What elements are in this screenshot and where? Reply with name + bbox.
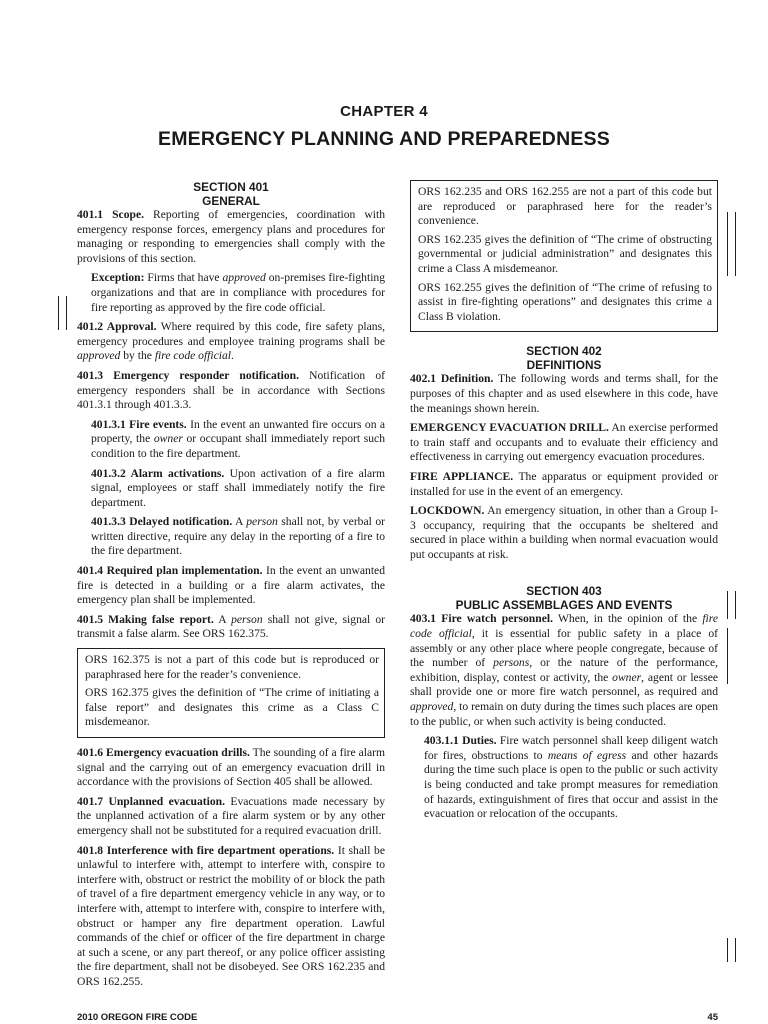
note-text: ORS 162.375 gives the definition of “The crime of initiating a false report” and designates this crime as a Class C misdemeanor. — [85, 686, 379, 729]
paragraph-401-8 — [77, 844, 385, 990]
paragraph-text: The sounding of a fire alarm signal and the carrying out of an emergency evacuation drill in accordance with the provisions of Section 405 shall be allowed. — [77, 746, 385, 789]
page-number: 45 — [707, 1012, 718, 1023]
paragraph-text: It shall be unlawful to interfere with, attempt to interfere with, conspire to interfere with, obstruct or restrict the mobility of or block the path of travel of a fire department emergency vehicle in any way, or to interfere with, attempt to interfere with, conspire to interfere with, obstruct or hamper any fire department operation. Lawful commands of the chief or officer of the fire department in charge at such a scene, or any part thereof, or any police officer assisting the fire department, shall not be disobeyed. See ORS 162.235 and ORS 162.255. — [77, 843, 385, 988]
italic-term: fire code official — [410, 612, 718, 641]
paragraph-heading: 401.3.3 Delayed notification. — [91, 515, 233, 529]
note-text: ORS 162.255 gives the definition of “The crime of refusing to assist in fire-fighting operations” and designates this crime a Class B violation. — [418, 280, 712, 323]
section-number: SECTION 401 — [193, 180, 269, 194]
note-text: ORS 162.375 is not a part of this code but is reproduced or paraphrased here for the reader’s convenience. — [85, 653, 379, 681]
paragraph-text: A — [218, 612, 232, 626]
revision-bar — [727, 212, 728, 276]
paragraph-text: In the event an unwanted fire is detected in a building or a fire alarm activates, the emergency plan shall be implemented. — [77, 564, 385, 607]
paragraph-heading: 402.1 Definition. — [410, 372, 494, 386]
paragraph-text: , it is essential for public safety in a place of assembly or any other place where people congregate, because of the number of — [410, 627, 718, 670]
paragraph-401-3-1 — [91, 418, 385, 462]
exception-text: Firms that have — [147, 271, 223, 285]
italic-term: persons — [493, 656, 530, 670]
paragraph-text: Notification of emergency responders shall be in accordance with Sections 401.3.1 through 401.3.3. — [77, 368, 385, 412]
paragraph-text: When, in the opinion of the — [557, 612, 703, 626]
paragraph-text: Evacuations made necessary by the unplanned activation of a fire alarm system or by any other emergency shall not be substituted for a required evacuation drill. — [77, 794, 385, 837]
section-title: GENERAL — [202, 194, 260, 208]
paragraph-text: Fire watch personnel shall keep diligent watch for fires, obstructions to — [424, 734, 718, 762]
paragraph-heading: 401.8 Interference with fire department operations. — [77, 843, 335, 857]
ors-note-box-2 — [410, 180, 718, 332]
section-401-heading — [77, 180, 385, 208]
italic-term: fire code official — [154, 349, 232, 363]
definition-text: The apparatus or equipment provided or installed for use in the event of an emergency. — [410, 469, 718, 498]
paragraph-401-7 — [77, 795, 385, 839]
right-column — [410, 180, 718, 827]
paragraph-heading: 403.1 Fire watch personnel. — [410, 612, 553, 626]
paragraph-text: . — [231, 349, 234, 363]
note-text: ORS 162.235 and ORS 162.255 are not a part of this code but are reproduced or paraphrased here for the reader’s convenience. — [418, 185, 712, 228]
revision-bar — [58, 296, 59, 330]
definition-lockdown — [410, 504, 718, 562]
italic-term: owner — [153, 432, 183, 446]
ors-note-box-1 — [77, 648, 385, 738]
definition-term: EMERGENCY EVACUATION DRILL. — [410, 421, 609, 435]
paragraph-text: , or the nature of the performance, exhibition, display, contest or activity, the — [410, 656, 718, 684]
revision-bar — [727, 591, 728, 619]
paragraph-heading: 401.7 Unplanned evacuation. — [77, 794, 225, 808]
definition-text: An emergency situation, in other than a Group I-3 occupancy, requiring that the occupants be sheltered and secured in place within a building when normal evacuation would put occupants at risk. — [410, 504, 718, 561]
paragraph-text: , agent or lessee shall provide one or more fire watch personnel, as required and — [410, 670, 718, 699]
paragraph-text: , to remain on duty during the times such places are open to the public, or when such activity is being conducted. — [410, 700, 719, 728]
paragraph-401-6 — [77, 746, 385, 790]
paragraph-text: A — [235, 515, 247, 529]
revision-bar — [727, 938, 728, 962]
italic-term: person — [231, 612, 263, 626]
revision-bar — [66, 296, 67, 330]
paragraph-403-1-1 — [424, 734, 718, 822]
paragraph-heading: 401.6 Emergency evacuation drills. — [77, 746, 250, 759]
definition-text: An exercise performed to train staff and occupants and to evaluate their efficiency and effectiveness in carrying out emergency evacuation procedures. — [410, 421, 719, 464]
paragraph-heading: 401.1 Scope. — [77, 208, 144, 221]
paragraph-text: The following words and terms shall, for the purposes of this chapter and as used elsewhere in this code, have the meanings shown herein. — [410, 372, 718, 415]
paragraph-heading: 401.5 Making false report. — [77, 612, 214, 626]
section-number: SECTION 403 — [526, 584, 602, 599]
paragraph-text: Reporting of emergencies, coordination with emergency response forces, emergency plans and procedures for managing or responding to emergencies shall comply with the provisions of this section. — [77, 208, 385, 265]
exception-401-1 — [91, 271, 385, 315]
definition-fire-appliance — [410, 470, 718, 499]
paragraph-heading: 401.3.1 Fire events. — [91, 417, 187, 431]
paragraph-text: In the event an unwanted fire occurs on a property, the — [91, 417, 386, 446]
footer-left: 2010 OREGON FIRE CODE — [77, 1012, 198, 1023]
italic-term: owner — [612, 670, 642, 684]
paragraph-text: by the — [120, 349, 155, 363]
left-column — [77, 180, 385, 995]
revision-bar — [727, 628, 728, 684]
paragraph-heading: 401.2 Approval. — [77, 320, 157, 334]
paragraph-403-1 — [410, 612, 718, 729]
revision-bar — [735, 591, 736, 619]
definition-emergency-evacuation-drill — [410, 421, 718, 465]
paragraph-401-1 — [77, 208, 385, 266]
italic-term: approved — [222, 271, 266, 285]
paragraph-text: shall not give, signal or transmit a false alarm. See ORS 162.375. — [77, 612, 385, 641]
paragraph-text: Where required by this code, fire safety plans, emergency procedures and employee training programs shall be — [77, 320, 385, 348]
paragraph-401-3 — [77, 369, 385, 413]
paragraph-401-3-3 — [91, 515, 385, 559]
definition-term: LOCKDOWN. — [410, 504, 485, 518]
exception-heading: Exception: — [91, 271, 145, 285]
paragraph-402-1 — [410, 372, 718, 416]
revision-bar — [735, 938, 736, 962]
note-text: ORS 162.235 gives the definition of “The crime of obstructing governmental or judicial administration” and designates this crime a Class A misdemeanor. — [418, 232, 712, 275]
paragraph-heading: 401.3 Emergency responder notification. — [77, 368, 299, 382]
italic-term: person — [246, 515, 278, 529]
paragraph-401-2 — [77, 320, 385, 364]
section-title: PUBLIC ASSEMBLAGES AND EVENTS — [455, 598, 673, 613]
section-403-heading — [410, 584, 718, 612]
paragraph-text: or occupant shall immediately report such condition to the fire department. — [91, 432, 385, 460]
section-402-heading — [410, 344, 718, 372]
italic-term: approved — [77, 349, 121, 363]
definition-term: FIRE APPLIANCE. — [410, 469, 514, 483]
paragraph-text: and other hazards during the time such place is open to the public or such activity is being conducted and take prompt measures for remediation of hazards, extinguishment of fires that occur and assist in the evacuation or relocation of the occupants. — [424, 748, 718, 821]
chapter-title: EMERGENCY PLANNING AND PREPAREDNESS — [158, 128, 610, 150]
paragraph-401-3-2 — [91, 467, 385, 511]
exception-text: on-premises fire-fighting organizations and that are in compliance with procedures for fire reporting as approved by the fire code official. — [91, 271, 386, 314]
section-number: SECTION 402 — [526, 344, 602, 359]
paragraph-text: Upon activation of a fire alarm signal, employees or staff shall immediately notify the fire department. — [91, 466, 385, 509]
revision-bar — [735, 212, 736, 276]
chapter-label: CHAPTER 4 — [340, 103, 428, 120]
paragraph-heading: 401.3.2 Alarm activations. — [91, 466, 225, 480]
italic-term: approved — [410, 700, 454, 714]
section-title: DEFINITIONS — [526, 358, 602, 373]
paragraph-heading: 401.4 Required plan implementation. — [77, 564, 263, 578]
paragraph-heading: 403.1.1 Duties. — [424, 734, 497, 748]
paragraph-401-4 — [77, 564, 385, 608]
paragraph-401-5 — [77, 613, 385, 642]
paragraph-text: shall not, by verbal or written directive, require any delay in the reporting of a fire to the fire department. — [91, 515, 385, 558]
italic-term: means of egress — [547, 748, 627, 762]
